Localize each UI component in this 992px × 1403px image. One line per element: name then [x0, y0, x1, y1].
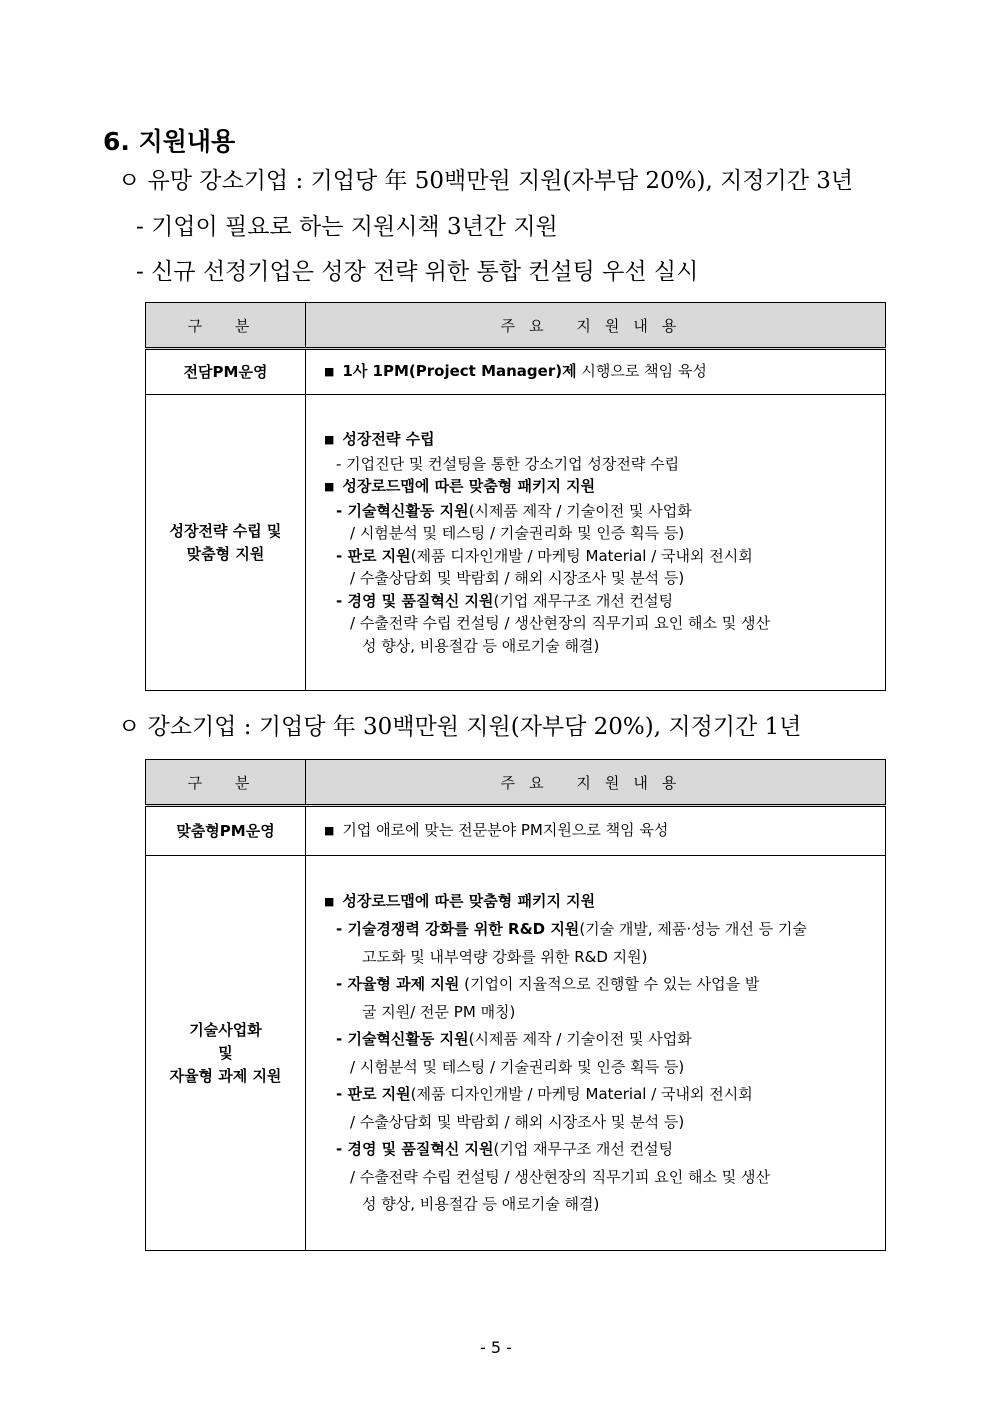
promising-note-1: - 기업이 필요로 하는 지원시책 3년간 지원 — [136, 214, 558, 240]
row-content: ■ 기업 애로에 맞는 전문분야 PM지원으로 책임 육성 — [306, 806, 886, 856]
small-heading: ㅇ 강소기업 : 기업당 年 30백만원 지원(자부담 20%), 지정기간 1년 — [118, 714, 802, 740]
table-header-row — [146, 303, 886, 349]
row-label: 기술사업화 및 자율형 과제 지원 — [146, 856, 306, 1251]
table-row — [146, 856, 886, 1251]
row-content: ■ 성장로드맵에 따른 맞춤형 패키지 지원 - 기술경쟁력 강화를 위한 R&D 지원(기술 개발, 제품·성능 개선 등 기술 고도화 및 내부역량 강화를 위한 R&D 지원) - 자율형 과제 지원 (기업이 지율적으로 진행할 수 있는 사업을 발 굴 지원/ 전문 PM 매칭) - 기술혁신활동 지원(시제품 제작 / 기술이전 및 사업화 / 시험분석 및 테스팅 / 기술권리화 및 인증 획득 등) - 판로 지원(제품 디자인개발 / 마케팅 Material / 국내외 전시회 / 수출상담회 및 박람회 / 해외 시장조사 및 분석 등) - 경영 및 품질혁신 지원(기업 재무구조 개선 컨설팅 / 수출전략 수립 컨설팅 / 생산현장의 직무기피 요인 해소 및 생산 성 향상, 비용절감 등 애로기술 해결) — [306, 856, 886, 1251]
table-row — [146, 395, 886, 691]
square-bullet-icon: ■ — [324, 894, 335, 908]
square-bullet-icon: ■ — [324, 364, 335, 378]
square-bullet-icon: ■ — [324, 823, 335, 837]
table-row — [146, 349, 886, 395]
promising-support-table — [145, 302, 886, 691]
table-header-row — [146, 760, 886, 806]
row-label: 맞춤형PM운영 — [146, 806, 306, 856]
col-header-content: 주요 지원내용 — [306, 760, 886, 806]
promising-heading: ㅇ 유망 강소기업 : 기업당 年 50백만원 지원(자부담 20%), 지정기간 3년 — [118, 168, 854, 194]
square-bullet-icon: ■ — [324, 433, 335, 446]
row-content: ■ 성장전략 수립 - 기업진단 및 컨설팅을 통한 강소기업 성장전략 수립 ■ 성장로드맵에 따른 맞춤형 패키지 지원 - 기술혁신활동 지원(시제품 제작 / 기술이전 및 사업화 / 시험분석 및 테스팅 / 기술권리화 및 인증 획득 등) - 판로 지원(제품 디자인개발 / 마케팅 Material / 국내외 전시회 / 수출상담회 및 박람회 / 해외 시장조사 및 분석 등) - 경영 및 품질혁신 지원(기업 재무구조 개선 컨설팅 / 수출전략 수립 컨설팅 / 생산현장의 직무기피 요인 해소 및 생산 성 향상, 비용절감 등 애로기술 해결) — [306, 395, 886, 691]
promising-note-2: - 신규 선정기업은 성장 전략 위한 통합 컨설팅 우선 실시 — [136, 259, 699, 285]
row-content: ■ 1사 1PM(Project Manager)제 시행으로 책임 육성 — [306, 349, 886, 395]
col-header-category: 구 분 — [146, 303, 306, 349]
row-label: 전담PM운영 — [146, 349, 306, 395]
square-bullet-icon: ■ — [324, 480, 335, 493]
col-header-content: 주요 지원내용 — [306, 303, 886, 349]
small-support-table — [145, 759, 886, 1251]
section-title: 6. 지원내용 — [103, 127, 236, 156]
row-label: 성장전략 수립 및 맞춤형 지원 — [146, 395, 306, 691]
page-number: - 5 - — [480, 1338, 512, 1357]
table-row — [146, 806, 886, 856]
col-header-category: 구 분 — [146, 760, 306, 806]
